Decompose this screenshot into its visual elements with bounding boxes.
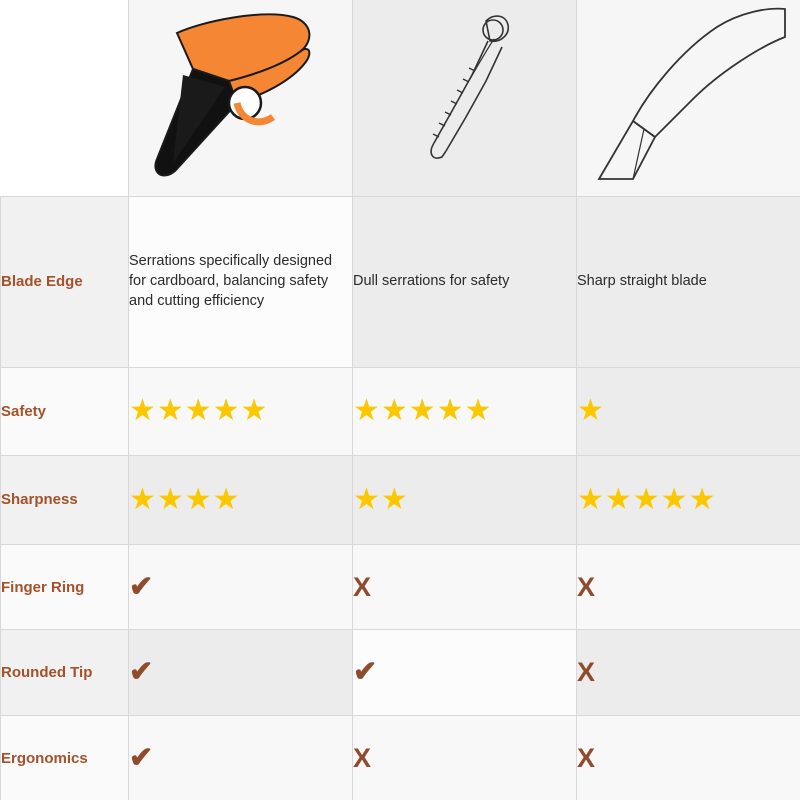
cell-finger-ring-2: [353, 544, 577, 630]
cross-icon: X: [353, 742, 372, 773]
table-row-rounded-tip: [1, 630, 800, 716]
cross-icon: X: [353, 571, 372, 602]
row-label-safety: Safety: [1, 367, 129, 456]
row-label-rounded-tip: Rounded Tip: [1, 630, 129, 716]
cell-rounded-tip-1: [129, 630, 353, 716]
product-image-utility-knife: [577, 0, 800, 197]
check-icon: ✔: [129, 656, 154, 689]
cell-sharpness-2: [353, 456, 577, 545]
cell-safety-1: [129, 367, 353, 456]
cell-finger-ring-1: [129, 544, 353, 630]
row-label-blade-edge: Blade Edge: [1, 197, 129, 368]
cross-icon: X: [577, 571, 596, 602]
row-label-ergonomics: Ergonomics: [1, 716, 129, 800]
cell-ergonomics-3: [577, 716, 800, 800]
check-icon: ✔: [129, 741, 154, 774]
product-image-orange-safety-cutter: [129, 0, 353, 197]
product-image-row: [1, 0, 800, 197]
cell-finger-ring-3: [577, 544, 800, 630]
table-row-safety: [1, 367, 800, 456]
cell-ergonomics-1: [129, 716, 353, 800]
cell-blade-edge-3: Sharp straight blade: [577, 197, 800, 368]
dull-serrated-knife-icon: [390, 3, 540, 193]
cell-safety-2: [353, 367, 577, 456]
check-icon: ✔: [353, 656, 378, 689]
cell-blade-edge-2: Dull serrations for safety: [353, 197, 577, 368]
cell-rounded-tip-2: [353, 630, 577, 716]
cell-rounded-tip-3: [577, 630, 800, 716]
table-row-finger-ring: [1, 544, 800, 630]
rating-stars: ★: [577, 394, 605, 428]
rating-stars: ★★★★★: [577, 482, 717, 516]
cross-icon: X: [577, 657, 596, 688]
check-icon: ✔: [129, 570, 154, 603]
rating-stars: ★★★★★: [129, 394, 269, 428]
straight-blade-utility-knife-icon: [589, 3, 789, 193]
cell-safety-3: [577, 367, 800, 456]
rating-stars: ★★★★★: [353, 394, 493, 428]
table-row-blade-edge: [1, 197, 800, 368]
row-label-finger-ring: Finger Ring: [1, 544, 129, 630]
product-image-serrated-table-knife: [353, 0, 577, 197]
cross-icon: X: [577, 742, 596, 773]
cell-sharpness-1: [129, 456, 353, 545]
table-row-sharpness: [1, 456, 800, 545]
cell-ergonomics-2: [353, 716, 577, 800]
rating-stars: ★★: [353, 482, 409, 516]
row-label-sharpness: Sharpness: [1, 456, 129, 545]
orange-handled-cardboard-cutter-icon: [133, 3, 348, 193]
cell-blade-edge-1: Serrations specifically designed for cardboard, balancing safety and cutting efficiency: [129, 197, 353, 368]
cell-sharpness-3: [577, 456, 800, 545]
table-row-ergonomics: [1, 716, 800, 800]
corner-spacer: [1, 0, 129, 197]
rating-stars: ★★★★: [129, 482, 241, 516]
